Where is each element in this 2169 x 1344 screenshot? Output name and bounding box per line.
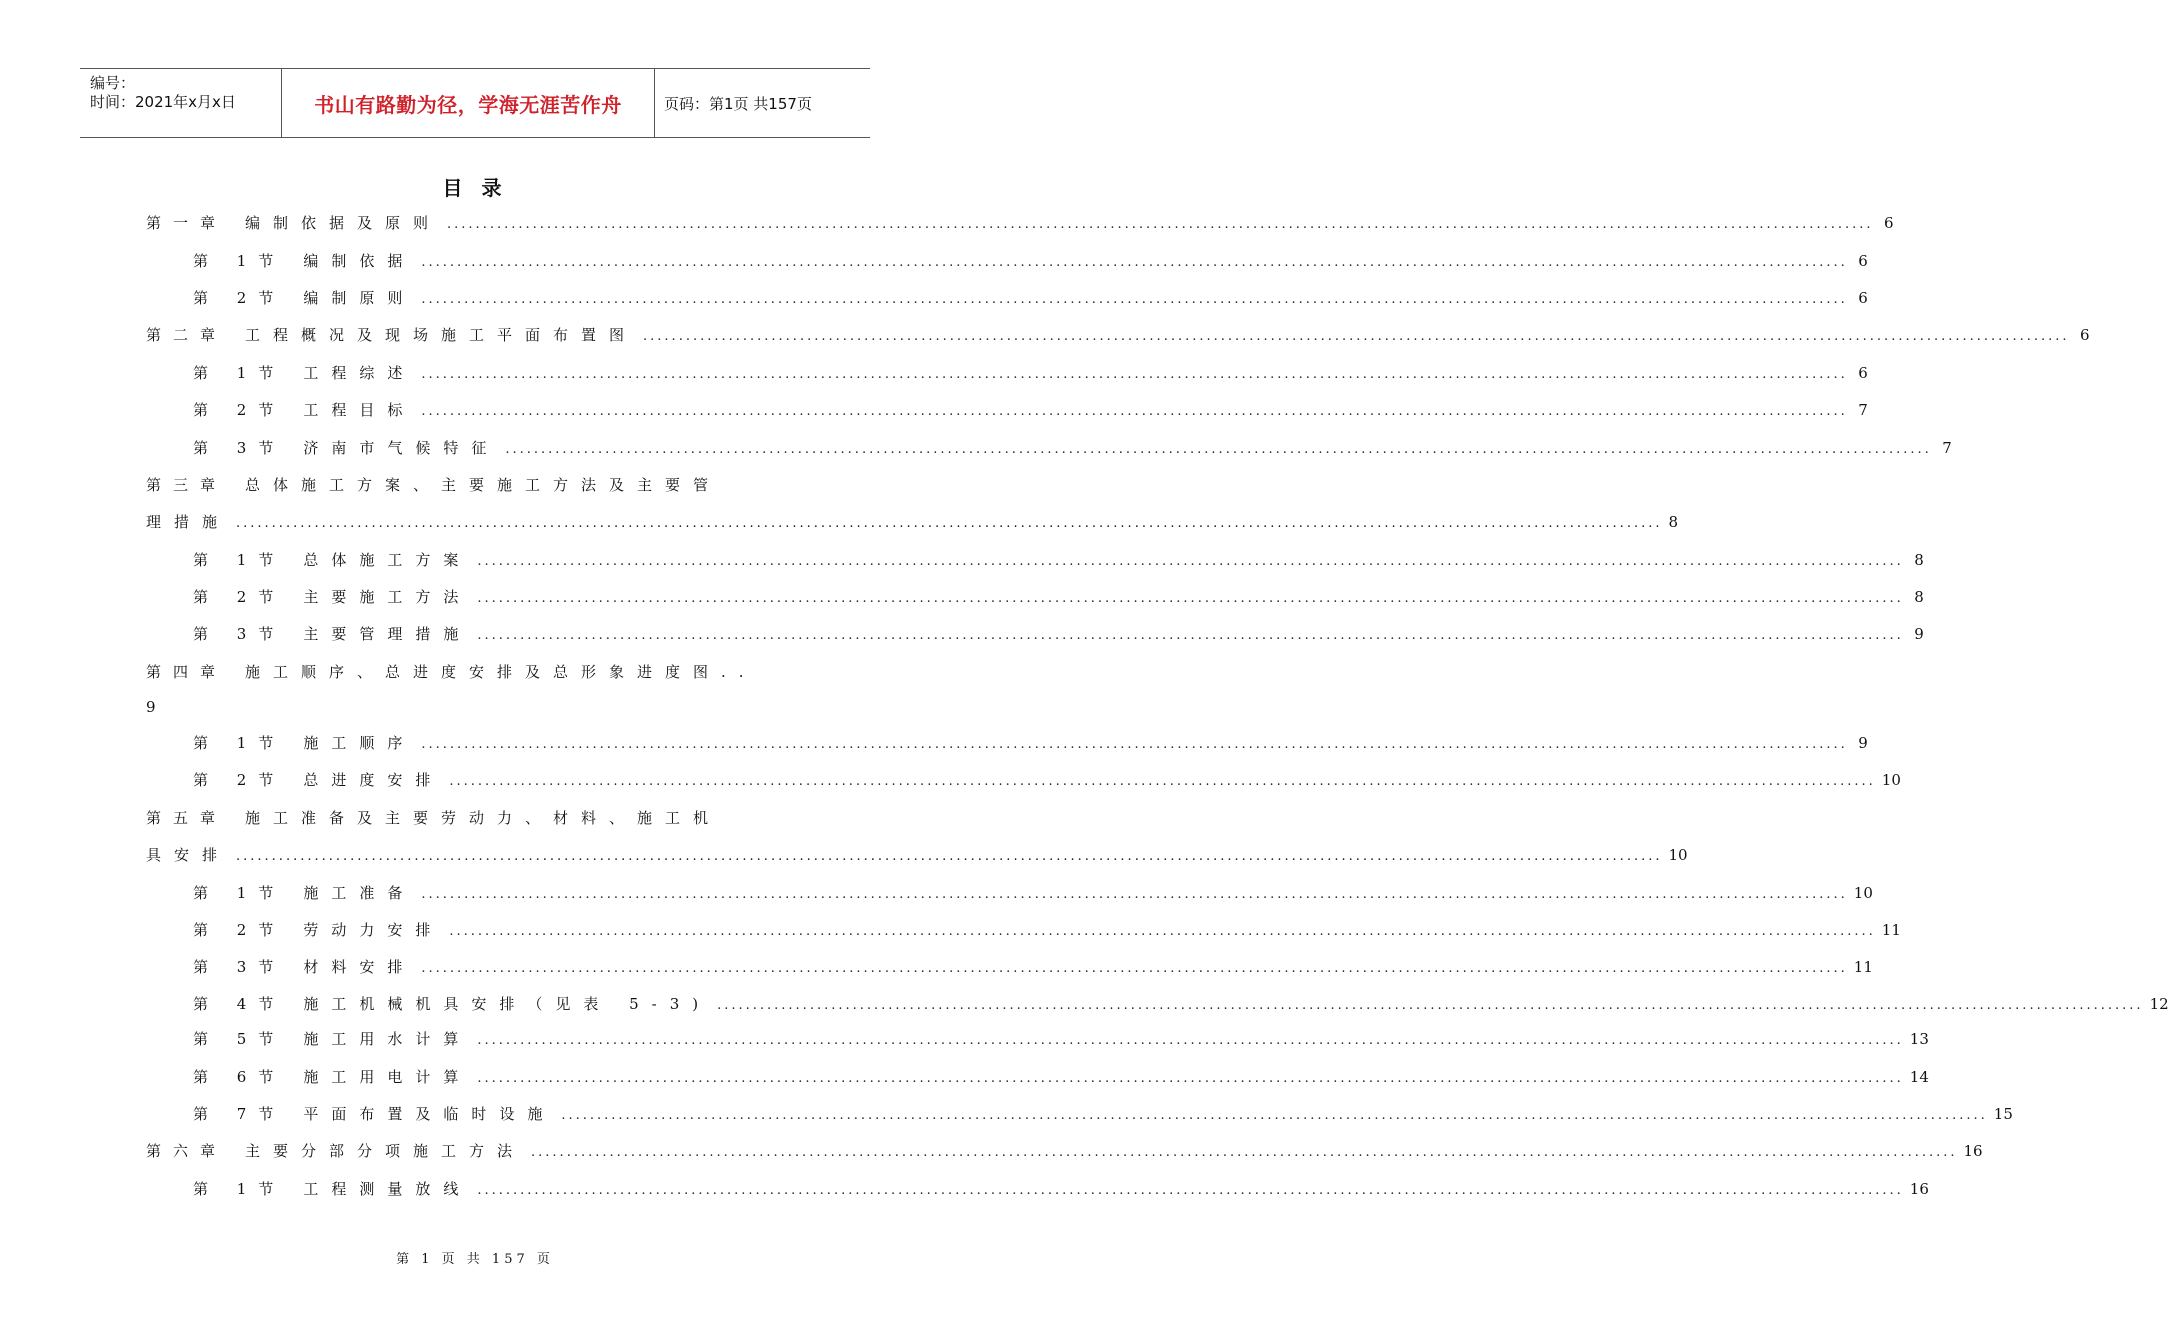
toc-section-row[interactable] <box>193 1028 1929 1050</box>
toc-chapter-row[interactable] <box>146 661 816 683</box>
header-page-cell <box>654 69 870 137</box>
toc-entry-number: 第 2节 <box>193 921 286 939</box>
toc-entry-title: 编制原则 <box>303 289 416 307</box>
toc-entry-title: 总体施工方案、主要施工方法及主要管 <box>245 476 722 494</box>
toc-section-row[interactable] <box>193 362 1868 384</box>
toc-section-row[interactable] <box>193 623 1924 645</box>
toc-section-row[interactable] <box>193 956 1873 978</box>
toc-entry-number: 第三章 <box>146 476 228 494</box>
toc-chapter-row[interactable] <box>146 807 816 829</box>
toc-page-number: 6 <box>1883 214 1894 232</box>
toc-continuation-text: 9 <box>146 698 169 716</box>
toc-title: 目 录 <box>442 176 508 200</box>
toc-leader-dots: ........................................................................................................................................................................................................ <box>477 1071 1904 1086</box>
toc-leader-dots: ........................................................................................................................................................................................................ <box>421 887 1848 902</box>
toc-entry-title: 施工准备及主要劳动力、材料、施工机 <box>245 809 722 827</box>
toc-page-number: 12 <box>2149 995 2169 1013</box>
toc-entry-number: 第 2节 <box>193 771 286 789</box>
toc-entry-number: 第 1节 <box>193 884 286 902</box>
toc-entry-number: 第六章 <box>146 1142 228 1160</box>
toc-entry-number: 第四章 <box>146 663 228 681</box>
toc-leader-dots: ........................................................................................................................................................................................................ <box>421 367 1848 382</box>
toc-leader-dots: ........................................................................................................................................................................................................ <box>477 1183 1904 1198</box>
toc-entry-number: 第一章 <box>146 214 228 232</box>
toc-leader-dots: ........................................................................................................................................................................................................ <box>643 329 2070 344</box>
toc-entry-number: 第 1节 <box>193 551 286 569</box>
toc-section-row[interactable] <box>193 586 1924 608</box>
toc-leader-dots: ........................................................................................................................................................................................................ <box>421 255 1848 270</box>
toc-entry-title: 主要管理措施 <box>303 625 472 643</box>
toc-page-number: 9 <box>1858 734 1868 752</box>
toc-page-number: 14 <box>1909 1068 1929 1086</box>
toc-page-number: 6 <box>1858 289 1868 307</box>
toc-section-row[interactable] <box>193 769 1901 791</box>
toc-entry-number: 第 1节 <box>193 1180 286 1198</box>
toc-entry-number: 第 3节 <box>193 439 286 457</box>
toc-continuation-text: 具安排 <box>146 846 231 864</box>
toc-page-number: 8 <box>1914 588 1924 606</box>
toc-entry-title: 施工机械机具安排（见表 5-3) <box>303 995 712 1013</box>
document-number-label: 编号： <box>90 74 136 92</box>
toc-leader-dots: ........................................................................................................................................................................................................ <box>531 1145 1958 1160</box>
toc-page-number: 8 <box>1914 551 1924 569</box>
toc-entry-title: 施工用电计算 <box>303 1068 472 1086</box>
toc-leader-dots: ........................................................................................................................................................................................................ <box>421 737 1848 752</box>
toc-leader-dots: ........................................................................................................................................................................................................ <box>421 961 1848 976</box>
toc-page-number: 10 <box>1853 884 1873 902</box>
toc-entry-title: 主要施工方法 <box>303 588 472 606</box>
toc-section-row[interactable] <box>193 1066 1929 1088</box>
toc-chapter-continuation[interactable] <box>146 698 816 716</box>
toc-page-number: 15 <box>1993 1105 2013 1123</box>
toc-page-number: 9 <box>1914 625 1924 643</box>
toc-entry-title: 工程概况及现场施工平面布置图 <box>245 326 638 344</box>
toc-entry-number: 第 6节 <box>193 1068 286 1086</box>
toc-page-number: 11 <box>1881 921 1901 939</box>
page-header <box>80 68 870 138</box>
toc-entry-title: 施工准备 <box>303 884 416 902</box>
toc-page-number: 16 <box>1963 1142 1983 1160</box>
toc-entry-title: 平面布置及临时设施 <box>303 1105 556 1123</box>
toc-section-row[interactable] <box>193 993 2169 1015</box>
toc-entry-title: 济南市气候特征 <box>303 439 500 457</box>
toc-leader-dots: ........................................................................................................................................................................................................ <box>449 924 1876 939</box>
toc-section-row[interactable] <box>193 919 1901 941</box>
toc-entry-number: 第五章 <box>146 809 228 827</box>
toc-leader-dots: ........................................................................................................................................................................................................ <box>236 516 1663 531</box>
toc-page-number: 6 <box>2079 326 2090 344</box>
toc-chapter-row[interactable] <box>146 1140 1983 1162</box>
toc-leader-dots: ........................................................................................................................................................................................................ <box>477 554 1904 569</box>
motto-text: 书山有路勤为径，学海无涯苦作舟 <box>314 92 622 117</box>
page-footer: 第 1 页 共 157 页 <box>396 1252 554 1267</box>
toc-entry-title: 材料安排 <box>303 958 416 976</box>
page-info: 页码：第1页 共157页 <box>664 94 812 113</box>
toc-section-row[interactable] <box>193 287 1868 309</box>
toc-entry-title: 编制依据 <box>303 252 416 270</box>
toc-entry-title: 施工用水计算 <box>303 1030 472 1048</box>
toc-entry-title: 工程测量放线 <box>303 1180 472 1198</box>
toc-section-row[interactable] <box>193 882 1873 904</box>
toc-section-row[interactable] <box>193 549 1924 571</box>
toc-page-number: 16 <box>1909 1180 1929 1198</box>
toc-entry-title: 工程综述 <box>303 364 416 382</box>
toc-page-number: 11 <box>1853 958 1873 976</box>
toc-leader-dots: ........................................................................................................................................................................................................ <box>477 591 1904 606</box>
toc-entry-title: 施工顺序 <box>303 734 416 752</box>
toc-section-row[interactable] <box>193 732 1868 754</box>
toc-leader-dots: ........................................................................................................................................................................................................ <box>421 292 1848 307</box>
header-motto-cell <box>281 69 655 137</box>
toc-chapter-continuation[interactable] <box>146 511 1679 532</box>
toc-entry-title: 劳动力安排 <box>303 921 444 939</box>
toc-entry-number: 第 2节 <box>193 588 286 606</box>
toc-entry-number: 第 1节 <box>193 364 286 382</box>
toc-entry-number: 第 7节 <box>193 1105 286 1123</box>
toc-continuation-text: 理措施 <box>146 513 231 531</box>
toc-page-number: 7 <box>1858 401 1868 419</box>
toc-page-number: 13 <box>1909 1030 1929 1048</box>
toc-leader-dots: ........................................................................................................................................................................................................ <box>477 628 1904 643</box>
toc-entry-number: 第 1节 <box>193 734 286 752</box>
toc-leader-dots: ........................................................................................................................................................................................................ <box>421 404 1848 419</box>
toc-section-row[interactable] <box>193 250 1868 272</box>
toc-leader-dots: ........................................................................................................................................................................................................ <box>717 998 2144 1013</box>
toc-entry-title: 主要分部分项施工方法 <box>245 1142 526 1160</box>
toc-entry-title: 总体施工方案 <box>303 551 472 569</box>
toc-section-row[interactable] <box>193 1178 1929 1200</box>
toc-page-number: 8 <box>1668 513 1679 531</box>
toc-entry-title: 施工顺序、总进度安排及总形象进度图.. <box>245 663 757 681</box>
toc-leader-dots: ........................................................................................................................................................................................................ <box>447 217 1874 232</box>
toc-leader-dots: ........................................................................................................................................................................................................ <box>505 442 1932 457</box>
toc-entry-number: 第 2节 <box>193 289 286 307</box>
toc-section-row[interactable] <box>193 437 1952 459</box>
toc-entry-number: 第 3节 <box>193 625 286 643</box>
document-time-label: 时间：2021年x月x日 <box>90 93 236 111</box>
toc-entry-number: 第二章 <box>146 326 228 344</box>
toc-leader-dots: ........................................................................................................................................................................................................ <box>236 849 1663 864</box>
toc-chapter-row[interactable] <box>146 324 2090 346</box>
toc-entry-number: 第 4节 <box>193 995 286 1013</box>
toc-entry-number: 第 3节 <box>193 958 286 976</box>
toc-page-number: 7 <box>1942 439 1952 457</box>
toc-chapter-row[interactable] <box>146 474 816 496</box>
toc-page-number: 10 <box>1881 771 1901 789</box>
toc-leader-dots: ........................................................................................................................................................................................................ <box>477 1033 1904 1048</box>
toc-leader-dots: ........................................................................................................................................................................................................ <box>449 774 1876 789</box>
toc-page-number: 10 <box>1668 846 1688 864</box>
toc-section-row[interactable] <box>193 1103 2013 1125</box>
toc-chapter-continuation[interactable] <box>146 844 1688 865</box>
toc-section-row[interactable] <box>193 399 1868 421</box>
toc-chapter-row[interactable] <box>146 212 1894 234</box>
toc-entry-title: 编制依据及原则 <box>245 214 442 232</box>
toc-page-number: 6 <box>1858 252 1868 270</box>
toc-entry-title: 总进度安排 <box>303 771 444 789</box>
toc-entry-number: 第 1节 <box>193 252 286 270</box>
toc-entry-number: 第 2节 <box>193 401 286 419</box>
toc-entry-number: 第 5节 <box>193 1030 286 1048</box>
toc-entry-title: 工程目标 <box>303 401 416 419</box>
toc-leader-dots: ........................................................................................................................................................................................................ <box>561 1108 1988 1123</box>
header-meta-cell <box>80 69 280 137</box>
toc-page-number: 6 <box>1858 364 1868 382</box>
